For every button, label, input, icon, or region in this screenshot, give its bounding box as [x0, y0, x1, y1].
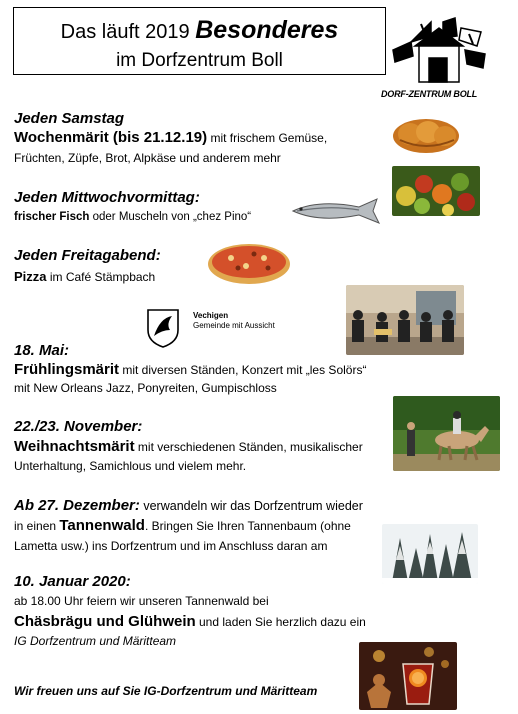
title-box [13, 7, 386, 75]
title-line-1 [14, 18, 385, 44]
january-line-2 [14, 613, 366, 631]
friday-text: im Café Stämpbach [46, 270, 156, 284]
november-text-1: mit verschiedenen Ständen, musikalischer [134, 440, 363, 454]
january-emphasis: Chäsbrägu und Glühwein [14, 613, 196, 630]
december-emphasis: Tannenwald [59, 517, 145, 534]
friday-line [14, 268, 155, 286]
closing-line: Wir freuen uns auf Sie IG-Dorfzentrum und Märitteam [14, 684, 318, 698]
january-heading: 10. Januar 2020: [14, 573, 131, 590]
wednesday-heading: Jeden Mittwochvormittag: [14, 189, 200, 206]
snow-forest-photo [382, 524, 478, 584]
vechigen-name: Vechigen [193, 311, 229, 320]
december-text-2a: in einen [14, 519, 60, 533]
band-photo [346, 285, 464, 355]
december-line-1 [14, 497, 363, 515]
may-text-1: mit diversen Ständen, Konzert mit „les Solörs“ [119, 363, 367, 377]
saturday-text-1: mit frischem Gemüse, [207, 131, 328, 145]
saturday-line-2: Früchten, Züpfe, Brot, Alpkäse und anderem mehr [14, 151, 281, 165]
december-line-2 [14, 517, 351, 535]
dorfzentrum-logo [381, 14, 495, 100]
logo-graphic [385, 14, 495, 100]
november-line-2: Unterhaltung, Samichlous und vielem mehr. [14, 459, 247, 473]
vechigen-crest-icon [146, 308, 180, 348]
november-emphasis: Weihnachtsmärit [14, 438, 135, 455]
january-line-3: IG Dorfzentrum und Märitteam [14, 634, 177, 648]
saturday-heading: Jeden Samstag [14, 110, 125, 127]
january-line-1: ab 18.00 Uhr feiern wir unseren Tannenwald bei [14, 594, 269, 608]
december-heading: Ab 27. Dezember: [14, 497, 140, 514]
friday-emphasis: Pizza [14, 269, 47, 284]
title-prefix: Das läuft 2019 [60, 21, 196, 43]
vechigen-tagline: Gemeinde mit Aussicht [193, 321, 275, 330]
title-emphasis: Besonderes [195, 16, 339, 44]
january-text-2: und laden Sie herzlich dazu ein [195, 615, 366, 629]
may-line-1 [14, 361, 366, 379]
wednesday-line [14, 209, 251, 226]
may-emphasis: Frühlingsmärit [14, 361, 120, 378]
wednesday-text: oder Muscheln von „chez Pino“ [89, 211, 252, 223]
pizza-illustration [206, 236, 292, 288]
mulled-wine-photo [359, 642, 457, 710]
saturday-line-1 [14, 129, 327, 147]
december-text-2b: . Bringen Sie Ihren Tannenbaum (ohne [144, 519, 351, 533]
bread-photo [390, 112, 462, 158]
saturday-emphasis: Wochenmärit (bis 21.12.19) [14, 129, 208, 146]
november-line-1 [14, 438, 363, 456]
november-heading: 22./23. November: [14, 418, 143, 435]
december-line-3: Lametta usw.) ins Dorfzentrum und im Anschluss daran am [14, 539, 328, 553]
may-line-2: mit New Orleans Jazz, Ponyreiten, Gumpischloss [14, 381, 277, 395]
fish-illustration [289, 195, 384, 227]
vegetables-photo [392, 166, 480, 216]
logo-caption: DORF-ZENTRUM BOLL [381, 89, 478, 99]
december-text-1: verwandeln wir das Dorfzentrum wieder [139, 499, 363, 513]
wednesday-emphasis: frischer Fisch [14, 211, 90, 223]
pony-photo [393, 396, 500, 471]
friday-heading: Jeden Freitagabend: [14, 247, 161, 264]
title-line-2: im Dorfzentrum Boll [116, 50, 283, 71]
may-heading: 18. Mai: [14, 342, 70, 359]
